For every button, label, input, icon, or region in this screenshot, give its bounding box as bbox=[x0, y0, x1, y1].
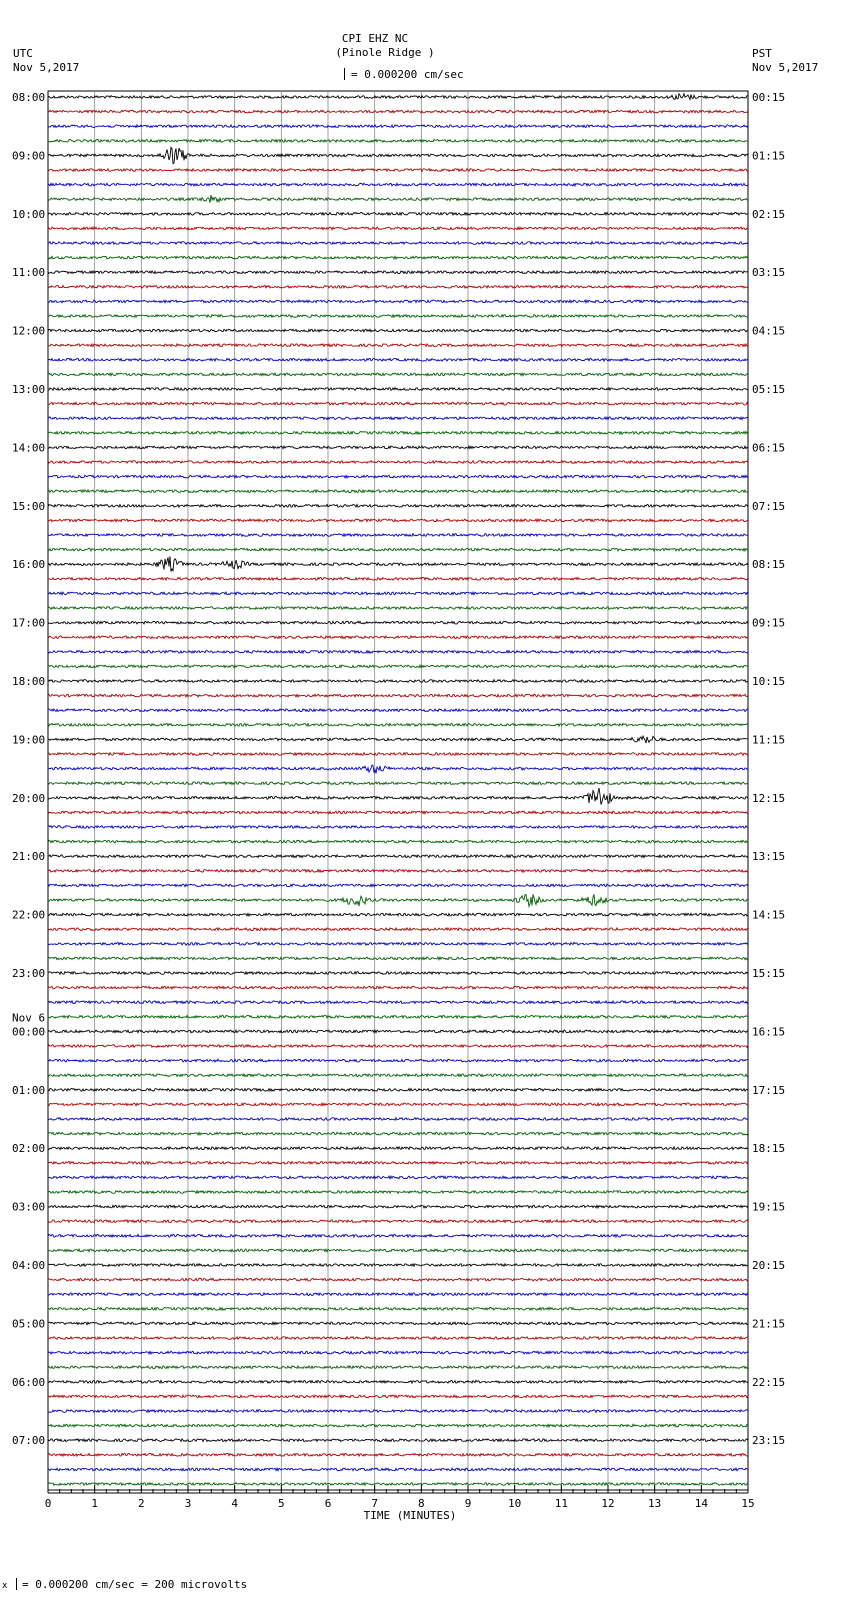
seismic-trace bbox=[48, 147, 748, 163]
seismic-trace bbox=[48, 1001, 748, 1004]
seismic-trace bbox=[48, 519, 748, 522]
seismic-trace bbox=[48, 1395, 748, 1398]
seismic-trace bbox=[48, 1235, 748, 1238]
utc-hour-label: 18:00 bbox=[12, 675, 46, 688]
seismic-trace bbox=[48, 125, 748, 128]
x-tick-label: 11 bbox=[554, 1497, 568, 1510]
seismic-trace bbox=[48, 169, 748, 172]
seismic-trace bbox=[48, 1045, 748, 1048]
x-tick-label: 10 bbox=[508, 1497, 522, 1510]
pst-hour-label: 19:15 bbox=[752, 1200, 786, 1214]
utc-hour-label: 00:00 bbox=[12, 1025, 46, 1039]
footer-scale-text: = 0.000200 cm/sec = 200 microvolts bbox=[22, 1578, 248, 1591]
x-tick-label: 4 bbox=[231, 1497, 238, 1510]
seismic-trace bbox=[48, 271, 748, 274]
seismic-trace bbox=[48, 94, 748, 100]
seismic-trace bbox=[48, 1483, 748, 1486]
seismic-trace bbox=[48, 665, 748, 668]
seismic-trace bbox=[48, 1205, 748, 1208]
seismic-trace bbox=[48, 548, 748, 551]
left-date: Nov 5,2017 bbox=[13, 61, 80, 74]
seismic-trace bbox=[48, 1249, 748, 1252]
utc-hour-label: 02:00 bbox=[12, 1142, 46, 1156]
utc-hour-label: 21:00 bbox=[12, 850, 46, 864]
x-axis-title: TIME (MINUTES) bbox=[363, 1509, 457, 1522]
pst-hour-label: 04:15 bbox=[752, 324, 786, 338]
seismic-trace bbox=[48, 286, 748, 289]
seismic-trace bbox=[48, 373, 748, 376]
seismic-trace bbox=[48, 636, 748, 639]
pst-hour-label: 07:15 bbox=[752, 499, 786, 513]
seismic-trace bbox=[48, 110, 748, 113]
utc-hour-label: 04:00 bbox=[12, 1259, 46, 1272]
seismic-trace bbox=[48, 300, 748, 303]
seismic-trace bbox=[48, 461, 748, 464]
left-timezone: UTC bbox=[13, 47, 33, 60]
pst-hour-label: 10:15 bbox=[752, 675, 786, 688]
seismic-trace bbox=[48, 402, 748, 405]
footer-scale bbox=[2, 1576, 247, 1592]
seismic-trace bbox=[48, 651, 748, 654]
pst-hour-label: 02:15 bbox=[752, 207, 786, 221]
seismic-trace bbox=[48, 913, 748, 916]
pst-hour-label: 08:15 bbox=[752, 558, 786, 572]
seismic-trace bbox=[48, 1176, 748, 1179]
utc-hour-label: 01:00 bbox=[12, 1083, 46, 1097]
right-date: Nov 5,2017 bbox=[752, 61, 819, 74]
pst-hour-label: 23:15 bbox=[752, 1434, 786, 1448]
seismic-trace bbox=[48, 256, 748, 259]
utc-hour-label: 20:00 bbox=[12, 791, 46, 805]
seismic-trace bbox=[48, 1264, 748, 1267]
right-timezone: PST bbox=[752, 47, 772, 60]
seismic-trace bbox=[48, 855, 748, 858]
x-tick-label: 9 bbox=[464, 1497, 472, 1510]
seismic-trace bbox=[48, 227, 748, 230]
footer-prefix: x bbox=[2, 1581, 8, 1591]
seismic-trace bbox=[48, 607, 748, 610]
x-tick-label: 0 bbox=[44, 1497, 52, 1510]
seismic-trace bbox=[48, 1162, 748, 1165]
seismic-trace bbox=[48, 1381, 748, 1384]
seismic-trace bbox=[48, 782, 748, 785]
seismic-trace bbox=[48, 213, 748, 216]
seismic-trace bbox=[48, 1191, 748, 1194]
utc-date-marker: Nov 6 bbox=[12, 1011, 46, 1025]
seismic-trace bbox=[48, 183, 748, 186]
seismic-trace bbox=[48, 432, 748, 435]
pst-hour-label: 06:15 bbox=[752, 441, 786, 455]
seismic-trace bbox=[48, 475, 748, 478]
seismic-trace bbox=[48, 1103, 748, 1106]
scale-legend-text: = 0.000200 cm/sec bbox=[351, 68, 464, 81]
utc-hour-label: 09:00 bbox=[12, 149, 46, 163]
pst-hour-label: 20:15 bbox=[752, 1259, 786, 1272]
seismic-trace bbox=[48, 621, 748, 624]
seismic-trace bbox=[48, 490, 748, 493]
seismic-trace bbox=[48, 694, 748, 697]
utc-hour-label: 15:00 bbox=[12, 499, 46, 513]
x-tick-label: 14 bbox=[694, 1497, 708, 1510]
station-location: (Pinole Ridge ) bbox=[335, 46, 435, 59]
x-tick-label: 5 bbox=[278, 1497, 285, 1510]
seismic-trace bbox=[48, 505, 748, 508]
seismic-trace bbox=[48, 1293, 748, 1296]
x-tick-label: 3 bbox=[184, 1497, 192, 1510]
seismic-trace bbox=[48, 788, 748, 805]
x-tick-label: 12 bbox=[601, 1497, 615, 1510]
utc-hour-label: 11:00 bbox=[12, 266, 46, 280]
seismic-trace bbox=[48, 1439, 748, 1442]
seismic-trace bbox=[48, 1278, 748, 1281]
seismic-trace bbox=[48, 1147, 748, 1150]
seismic-trace bbox=[48, 680, 748, 683]
seismic-trace bbox=[48, 359, 748, 362]
seismic-trace bbox=[48, 534, 748, 537]
x-tick-label: 13 bbox=[648, 1497, 662, 1510]
utc-hour-label: 08:00 bbox=[12, 91, 46, 104]
utc-hour-label: 05:00 bbox=[12, 1317, 46, 1331]
pst-hour-label: 00:15 bbox=[752, 91, 786, 104]
seismic-trace bbox=[48, 928, 748, 931]
seismic-trace bbox=[48, 315, 748, 318]
x-tick-label: 2 bbox=[138, 1497, 145, 1510]
pst-hour-label: 17:15 bbox=[752, 1083, 786, 1097]
seismic-trace bbox=[48, 943, 748, 946]
seismic-trace bbox=[48, 709, 748, 712]
utc-hour-label: 14:00 bbox=[12, 441, 46, 455]
utc-hour-label: 23:00 bbox=[12, 967, 46, 980]
utc-hour-label: 03:00 bbox=[12, 1200, 46, 1214]
seismic-trace bbox=[48, 329, 748, 332]
seismic-trace bbox=[48, 1366, 748, 1369]
seismic-trace bbox=[48, 884, 748, 887]
seismic-trace bbox=[48, 957, 748, 960]
seismic-trace bbox=[48, 1454, 748, 1457]
x-tick-label: 8 bbox=[418, 1497, 425, 1510]
pst-hour-label: 13:15 bbox=[752, 850, 786, 864]
utc-hour-label: 19:00 bbox=[12, 733, 46, 747]
pst-hour-label: 22:15 bbox=[752, 1375, 786, 1389]
seismic-trace bbox=[48, 753, 748, 756]
seismic-trace bbox=[48, 1089, 748, 1092]
pst-hour-label: 09:15 bbox=[752, 616, 786, 630]
seismic-trace bbox=[48, 1468, 748, 1471]
utc-hour-label: 13:00 bbox=[12, 383, 46, 396]
utc-hour-label: 12:00 bbox=[12, 324, 46, 338]
seismic-trace bbox=[48, 972, 748, 975]
seismic-trace bbox=[48, 578, 748, 581]
seismic-trace bbox=[48, 388, 748, 391]
seismic-trace bbox=[48, 446, 748, 449]
pst-hour-label: 05:15 bbox=[752, 383, 786, 396]
seismic-trace bbox=[48, 344, 748, 347]
utc-hour-label: 07:00 bbox=[12, 1434, 46, 1448]
x-tick-label: 15 bbox=[741, 1497, 755, 1510]
seismic-trace bbox=[48, 724, 748, 727]
pst-hour-label: 18:15 bbox=[752, 1142, 786, 1156]
seismic-trace bbox=[48, 1030, 748, 1033]
seismic-trace bbox=[48, 592, 748, 595]
seismic-trace bbox=[48, 736, 748, 743]
pst-hour-label: 12:15 bbox=[752, 791, 786, 805]
pst-hour-label: 11:15 bbox=[752, 733, 786, 747]
seismic-trace bbox=[48, 417, 748, 420]
seismic-trace bbox=[48, 870, 748, 873]
seismic-trace bbox=[48, 826, 748, 829]
x-tick-label: 7 bbox=[371, 1497, 378, 1510]
seismic-trace bbox=[48, 1059, 748, 1062]
seismic-trace bbox=[48, 1337, 748, 1340]
seismic-trace bbox=[48, 811, 748, 814]
seismic-trace bbox=[48, 1074, 748, 1077]
utc-hour-label: 06:00 bbox=[12, 1375, 46, 1389]
x-tick-label: 6 bbox=[324, 1497, 332, 1510]
seismic-trace bbox=[48, 1351, 748, 1354]
pst-hour-label: 21:15 bbox=[752, 1317, 786, 1331]
seismic-trace bbox=[48, 1016, 748, 1019]
seismic-trace bbox=[48, 1322, 748, 1325]
pst-hour-label: 03:15 bbox=[752, 266, 786, 280]
seismic-trace bbox=[48, 765, 748, 773]
seismic-trace bbox=[48, 140, 748, 143]
utc-hour-label: 17:00 bbox=[12, 616, 46, 630]
seismic-trace bbox=[48, 986, 748, 989]
pst-hour-label: 15:15 bbox=[752, 967, 786, 980]
station-title: CPI EHZ NC bbox=[341, 32, 409, 45]
seismic-trace bbox=[48, 242, 748, 245]
seismic-trace bbox=[48, 1220, 748, 1223]
pst-hour-label: 14:15 bbox=[752, 908, 786, 922]
seismic-trace bbox=[48, 1308, 748, 1311]
pst-hour-label: 01:15 bbox=[752, 149, 786, 163]
x-tick-label: 1 bbox=[91, 1497, 98, 1510]
seismic-trace bbox=[48, 1410, 748, 1413]
seismic-trace bbox=[48, 1424, 748, 1427]
seismic-trace bbox=[48, 195, 748, 203]
utc-hour-label: 10:00 bbox=[12, 207, 46, 221]
seismic-trace bbox=[48, 556, 748, 571]
seismic-trace bbox=[48, 894, 748, 906]
seismic-trace bbox=[48, 1118, 748, 1121]
footer-scale-bar-icon bbox=[16, 1578, 20, 1590]
utc-hour-label: 22:00 bbox=[12, 908, 46, 922]
utc-hour-label: 16:00 bbox=[12, 558, 46, 572]
seismic-trace bbox=[48, 840, 748, 843]
pst-hour-label: 16:15 bbox=[752, 1025, 786, 1039]
seismic-trace bbox=[48, 1132, 748, 1135]
